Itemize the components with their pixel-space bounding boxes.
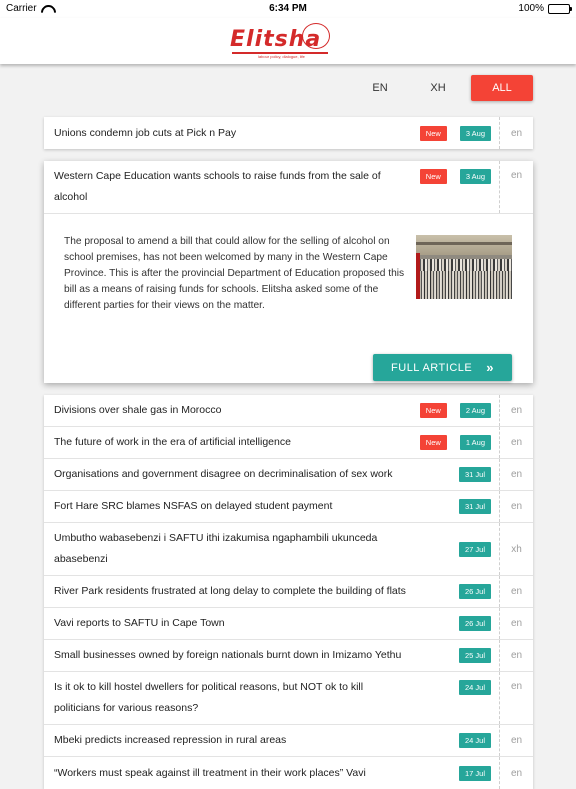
full-article-label: FULL ARTICLE bbox=[391, 361, 473, 374]
article-title: Vavi reports to SAFTU in Cape Town bbox=[54, 617, 225, 629]
article-lang: en bbox=[499, 576, 533, 607]
logo-tagline: labour policy, dialogue, life bbox=[258, 54, 305, 59]
elitsha-logo[interactable] bbox=[228, 21, 348, 61]
article-title: Divisions over shale gas in Morocco bbox=[54, 404, 222, 416]
article-title: The future of work in the era of artificial intelligence bbox=[54, 436, 291, 448]
date-badge: 24 Jul bbox=[459, 733, 491, 748]
article-title: River Park residents frustrated at long delay to complete the building of flats bbox=[54, 585, 406, 597]
article-lang: en bbox=[499, 608, 533, 639]
article-title: Mbeki predicts increased repression in rural areas bbox=[54, 734, 287, 746]
article-lang: xh bbox=[499, 523, 533, 575]
double-chevron-right-icon: » bbox=[486, 360, 494, 375]
article-title: Umbutho wabasebenzi i SAFTU ithi izakumisa ngaphambili ukunceda abasebenzi bbox=[54, 532, 378, 565]
date-badge: 26 Jul bbox=[459, 584, 491, 599]
article-badges bbox=[416, 766, 491, 781]
clock: 6:34 PM bbox=[269, 3, 307, 14]
date-badge: 27 Jul bbox=[459, 542, 491, 557]
date-badge: 1 Aug bbox=[460, 435, 491, 450]
article-lang: en bbox=[499, 459, 533, 490]
article-badges bbox=[416, 161, 491, 184]
article-lang: en bbox=[499, 640, 533, 671]
article-title: Organisations and government disagree on decriminalisation of sex work bbox=[54, 468, 393, 480]
article-lang: en bbox=[499, 672, 533, 724]
lang-filter-en[interactable]: EN bbox=[372, 82, 388, 94]
date-badge: 2 Aug bbox=[460, 403, 491, 418]
app-header bbox=[0, 18, 576, 64]
article-preview bbox=[44, 213, 533, 403]
date-badge: 24 Jul bbox=[459, 680, 491, 695]
logo-text: Elitsha bbox=[230, 27, 322, 52]
new-badge: New bbox=[420, 435, 447, 450]
article-badges bbox=[416, 542, 491, 557]
article-lang: en bbox=[499, 395, 533, 426]
article-lang: en bbox=[499, 161, 533, 213]
article-thumbnail[interactable] bbox=[416, 235, 512, 299]
article-lang: en bbox=[499, 725, 533, 756]
list-item[interactable] bbox=[44, 491, 533, 523]
article-title: Is it ok to kill hostel dwellers for political reasons, but NOT ok to kill politicians for various reasons? bbox=[54, 681, 364, 714]
article-badges bbox=[416, 467, 491, 482]
new-badge: New bbox=[420, 403, 447, 418]
article-lang: en bbox=[499, 427, 533, 458]
article-badges bbox=[416, 499, 491, 514]
language-filter bbox=[351, 75, 533, 101]
article-badges bbox=[416, 584, 491, 599]
date-badge: 3 Aug bbox=[460, 169, 491, 184]
list-item[interactable] bbox=[44, 725, 533, 757]
date-badge: 25 Jul bbox=[459, 648, 491, 663]
date-badge: 3 Aug bbox=[460, 126, 491, 141]
carrier-label: Carrier bbox=[6, 3, 37, 14]
date-badge: 17 Jul bbox=[459, 766, 491, 781]
battery-info bbox=[518, 3, 570, 14]
list-item[interactable] bbox=[44, 459, 533, 491]
list-item-expanded[interactable] bbox=[44, 161, 533, 213]
article-badges bbox=[416, 648, 491, 663]
article-summary: The proposal to amend a bill that could allow for the selling of alcohol on school premises, has not been welcomed by many in the Western Cape Province. This is after the provincial Department of Education proposed this bill as a means of raising funds for schools. Elitsha asked some of the different parties for their views on the matter. bbox=[64, 236, 405, 311]
article-title: Western Cape Education wants schools to raise funds from the sale of alcohol bbox=[54, 170, 381, 203]
list-item[interactable] bbox=[44, 608, 533, 640]
article-badges bbox=[416, 435, 491, 450]
article-lang: en bbox=[499, 757, 533, 789]
list-item[interactable] bbox=[44, 640, 533, 672]
article-lang: en bbox=[499, 117, 533, 149]
article-lang: en bbox=[499, 491, 533, 522]
lang-filter-all[interactable]: ALL bbox=[471, 75, 533, 101]
list-item[interactable] bbox=[44, 576, 533, 608]
list-item[interactable] bbox=[44, 427, 533, 459]
article-list bbox=[44, 395, 533, 789]
article-title: Fort Hare SRC blames NSFAS on delayed student payment bbox=[54, 500, 333, 512]
status-bar bbox=[0, 0, 576, 18]
article-badges bbox=[416, 126, 491, 141]
article-card-top bbox=[44, 117, 533, 149]
battery-icon bbox=[548, 4, 570, 14]
date-badge: 26 Jul bbox=[459, 616, 491, 631]
article-badges bbox=[416, 733, 491, 748]
list-item[interactable] bbox=[44, 395, 533, 427]
list-item[interactable] bbox=[44, 672, 533, 725]
article-title: “Workers must speak against ill treatment in their work places” Vavi bbox=[54, 766, 366, 779]
article-badges bbox=[416, 672, 491, 695]
battery-percent: 100% bbox=[518, 3, 544, 14]
article-badges bbox=[416, 403, 491, 418]
list-item[interactable] bbox=[44, 523, 533, 576]
article-badges bbox=[416, 616, 491, 631]
date-badge: 31 Jul bbox=[459, 467, 491, 482]
date-badge: 31 Jul bbox=[459, 499, 491, 514]
lang-filter-xh[interactable]: XH bbox=[430, 82, 446, 94]
article-title: Unions condemn job cuts at Pick n Pay bbox=[54, 126, 237, 139]
full-article-button[interactable] bbox=[373, 354, 512, 381]
article-card-expanded bbox=[44, 161, 533, 383]
article-title: Small businesses owned by foreign nationals burnt down in Imizamo Yethu bbox=[54, 649, 402, 661]
list-item[interactable] bbox=[44, 757, 533, 789]
new-badge: New bbox=[420, 126, 447, 141]
list-item[interactable] bbox=[44, 117, 533, 149]
new-badge: New bbox=[420, 169, 447, 184]
